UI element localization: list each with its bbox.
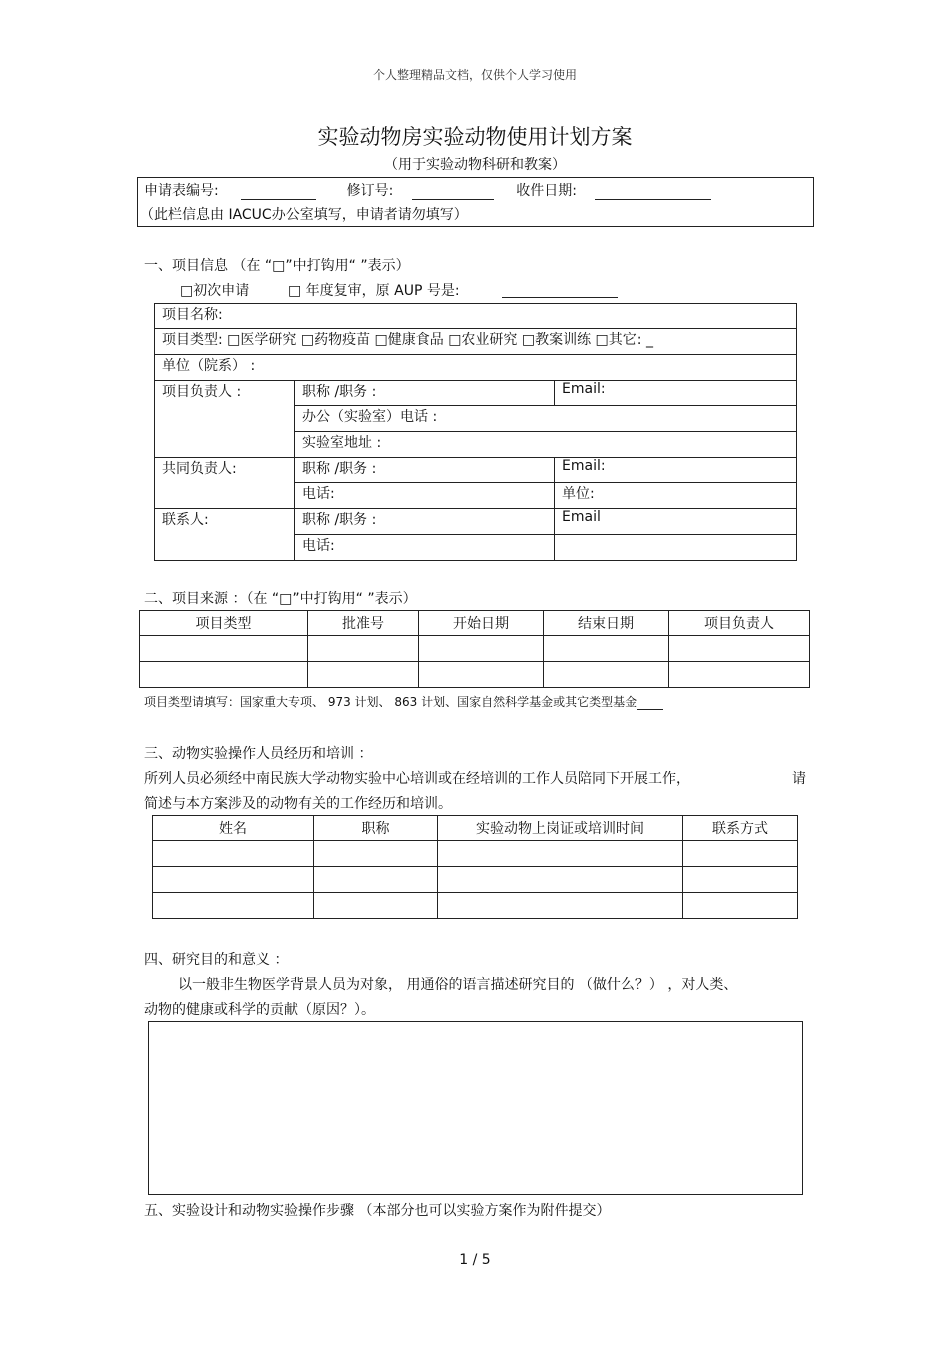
co-pi-unit-cell[interactable]: 单位: xyxy=(555,483,797,509)
col-title: 职称 xyxy=(314,816,438,841)
cell[interactable] xyxy=(438,841,683,867)
personnel-table xyxy=(152,815,798,919)
cell[interactable] xyxy=(544,636,669,662)
new-application-checkbox[interactable]: □初次申请 xyxy=(180,283,250,299)
cell[interactable] xyxy=(140,636,308,662)
col-end-date: 结束日期 xyxy=(544,611,669,636)
contact-title-cell[interactable]: 职称 /职务 : xyxy=(295,509,555,535)
cell[interactable] xyxy=(153,867,314,893)
other-fund-field[interactable] xyxy=(637,696,663,710)
cell[interactable] xyxy=(438,867,683,893)
table-row xyxy=(153,867,798,893)
page-subtitle: （用于实验动物科研和教案） xyxy=(384,157,566,173)
revision-field[interactable] xyxy=(412,183,494,200)
project-type-note-text: 项目类型请填写：国家重大专项、 973 计划、 863 计划、国家自然科学基金或其它类型基金 xyxy=(144,695,638,709)
table-row xyxy=(140,636,810,662)
cell[interactable] xyxy=(419,662,544,688)
cell[interactable] xyxy=(153,893,314,919)
co-pi-phone-cell[interactable]: 电话: xyxy=(295,483,555,509)
office-use-row xyxy=(144,180,711,200)
contact-blank-cell[interactable] xyxy=(555,535,797,561)
col-training-time: 实验动物上岗证或培训时间 xyxy=(438,816,683,841)
cell[interactable] xyxy=(314,893,438,919)
revision-label: 修订号: xyxy=(346,183,394,199)
header-note: 个人整理精品文档，仅供个人学习使用 xyxy=(372,68,577,82)
contact-phone-cell[interactable]: 电话: xyxy=(295,535,555,561)
application-number-label: 申请表编号: xyxy=(144,183,219,199)
cell[interactable] xyxy=(683,867,798,893)
co-pi-email-cell[interactable]: Email: xyxy=(555,458,797,483)
cell[interactable] xyxy=(438,893,683,919)
section4-text-line2: 动物的健康或科学的贡献（原因？）。 xyxy=(144,1002,375,1018)
project-name-cell[interactable]: 项目名称: xyxy=(155,304,797,329)
col-start-date: 开始日期 xyxy=(419,611,544,636)
project-source-table xyxy=(139,610,810,688)
cell[interactable] xyxy=(308,662,419,688)
pi-office-phone-cell[interactable]: 办公（实验室）电话 : xyxy=(295,406,797,432)
table-row xyxy=(153,841,798,867)
section3-text-line1: 所列人员必须经中南民族大学动物实验中心培训或在经培训的工作人员陪同下开展工作， xyxy=(144,771,690,787)
section3-text-line2: 简述与本方案涉及的动物有关的工作经历和培训。 xyxy=(144,796,452,812)
pi-email-cell[interactable]: Email: xyxy=(555,381,797,406)
unit-cell[interactable]: 单位（院系） : xyxy=(155,355,797,381)
cell[interactable] xyxy=(683,893,798,919)
cell[interactable] xyxy=(153,841,314,867)
section4-text-line1: 以一般非生物医学背景人员为对象， 用通俗的语言描述研究目的 （做什么？） ，对人类、 xyxy=(178,977,738,993)
co-pi-label: 共同负责人: xyxy=(155,458,295,509)
cell[interactable] xyxy=(544,662,669,688)
office-use-box xyxy=(137,177,814,227)
col-project-type: 项目类型 xyxy=(140,611,308,636)
page-number: 1 / 5 xyxy=(459,1252,491,1268)
col-approval-no: 批准号 xyxy=(308,611,419,636)
cell[interactable] xyxy=(314,841,438,867)
cell[interactable] xyxy=(669,662,810,688)
aup-number-field[interactable] xyxy=(502,281,618,298)
cell[interactable] xyxy=(669,636,810,662)
pi-lab-address-cell[interactable]: 实验室地址 : xyxy=(295,432,797,458)
page-title: 实验动物房实验动物使用计划方案 xyxy=(317,125,633,149)
project-info-table xyxy=(154,303,797,561)
col-contact: 联系方式 xyxy=(683,816,798,841)
section4-title: 四、研究目的和意义 ： xyxy=(144,952,289,968)
cell[interactable] xyxy=(683,841,798,867)
cell[interactable] xyxy=(308,636,419,662)
application-number-field[interactable] xyxy=(241,183,316,200)
cell[interactable] xyxy=(314,867,438,893)
contact-label: 联系人: xyxy=(155,509,295,561)
table-row xyxy=(140,662,810,688)
section3-title: 三、动物实验操作人员经历和培训 ： xyxy=(144,746,373,762)
office-use-note: （此栏信息由 IACUC办公室填写，申请者请勿填写） xyxy=(140,207,468,223)
co-pi-title-cell[interactable]: 职称 /职务 : xyxy=(295,458,555,483)
cell[interactable] xyxy=(419,636,544,662)
col-name: 姓名 xyxy=(153,816,314,841)
section5-title: 五、实验设计和动物实验操作步骤 （本部分也可以实验方案作为附件提交） xyxy=(144,1203,611,1219)
research-purpose-textarea[interactable] xyxy=(148,1021,803,1195)
project-type-cell[interactable]: 项目类型: □医学研究 □药物疫苗 □健康食品 □农业研究 □教案训练 □其它: _ xyxy=(155,329,797,355)
table-row xyxy=(153,893,798,919)
pi-title-cell[interactable]: 职称 /职务 : xyxy=(295,381,555,406)
annual-review-checkbox[interactable]: □ 年度复审，原 AUP 号是: xyxy=(288,283,460,299)
section2-title: 二、项目来源 ：（在 “□”中打钩用“ ”表示） xyxy=(144,591,417,607)
project-type-note xyxy=(144,693,663,710)
pi-label: 项目负责人 : xyxy=(155,381,295,458)
contact-email-cell[interactable]: Email xyxy=(555,509,797,535)
section1-title: 一、项目信息 （在 “□”中打钩用“ ”表示） xyxy=(144,258,410,274)
section3-text-line1-end: 请 xyxy=(792,771,806,787)
received-date-field[interactable] xyxy=(595,183,711,200)
received-date-label: 收件日期: xyxy=(516,183,577,199)
cell[interactable] xyxy=(140,662,308,688)
col-project-leader: 项目负责人 xyxy=(669,611,810,636)
